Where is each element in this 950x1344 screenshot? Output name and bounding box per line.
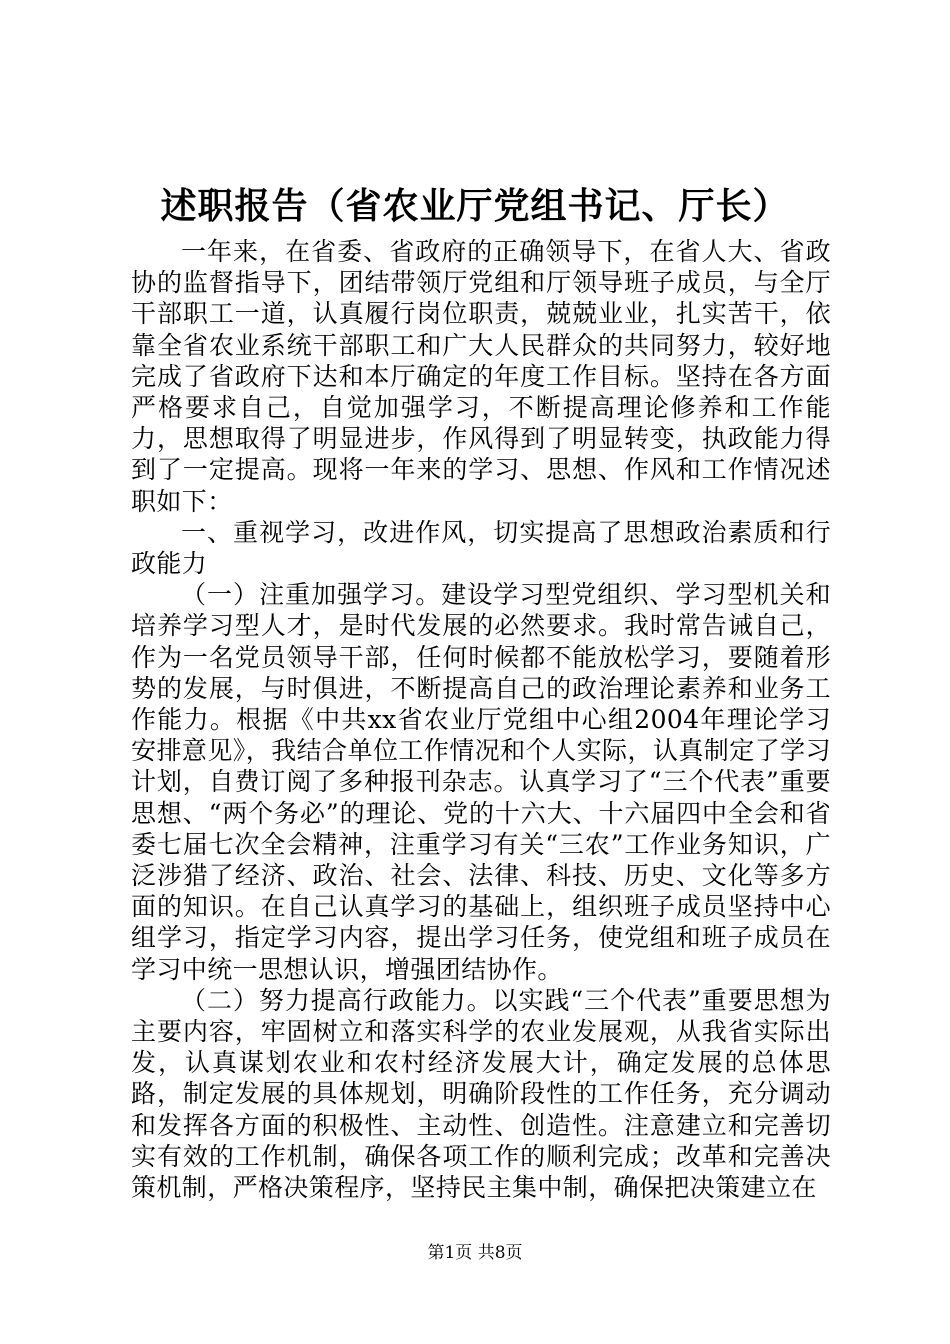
paragraph-admin-ability: （二）努力提高行政能力。以实践“三个代表”重要思想为主要内容，牢固树立和落实科学的农业发展观，从我省实际出发，认真谋划农业和农村经济发展大计，确定发展的总体思路，制定发展的具体规划，明确阶段性的工作任务，充分调动和发挥各方面的积极性、主动性、创造性。注意建立和完善切实有效的工作机制，确保各项工作的顺利完成；改革和完善决策机制，严格决策程序，坚持民主集中制，确保把决策建立在 [131,985,831,1203]
document-title: 述职报告（省农业厅党组书记、厅长） [160,186,790,227]
paragraph-intro: 一年来，在省委、省政府的正确领导下，在省人大、省政协的监督指导下，团结带领厅党组和厅领导班子成员，与全厅干部职工一道，认真履行岗位职责，兢兢业业，扎实苦干，依靠全省农业系统干部职工和广大人民群众的共同努力，较好地完成了省政府下达和本厅确定的年度工作目标。坚持在各方面严格要求自己，自觉加强学习，不断提高理论修养和工作能力，思想取得了明显进步，作风得到了明显转变，执政能力得到了一定提高。现将一年来的学习、思想、作风和工作情况述职如下： [131,237,831,516]
paragraph-study: （一）注重加强学习。建设学习型党组织、学习型机关和培养学习型人才，是时代发展的必然要求。我时常告诫自己，作为一名党员领导干部，任何时候都不能放松学习，要随着形势的发展，与时俱进，不断提高自己的政治理论素养和业务工作能力。根据《中共xx省农业厅党组中心组2004年理论学习安排意见》，我结合单位工作情况和个人实际，认真制定了学习计划，自费订阅了多种报刊杂志。认真学习了“三个代表”重要思想、“两个务必”的理论、党的十六大、十六届四中全会和省委七届七次全会精神，注重学习有关“三农”工作业务知识，广泛涉猎了经济、政治、社会、法律、科技、历史、文化等多方面的知识。在自己认真学习的基础上，组织班子成员坚持中心组学习，指定学习内容，提出学习任务，使党组和班子成员在学习中统一思想认识，增强团结协作。 [131,580,831,984]
section-heading-1: 一、重视学习，改进作风，切实提高了思想政治素质和行政能力 [131,517,831,579]
page-number-footer: 第1页 共8页 [427,1243,523,1263]
document-body [131,236,831,1203]
